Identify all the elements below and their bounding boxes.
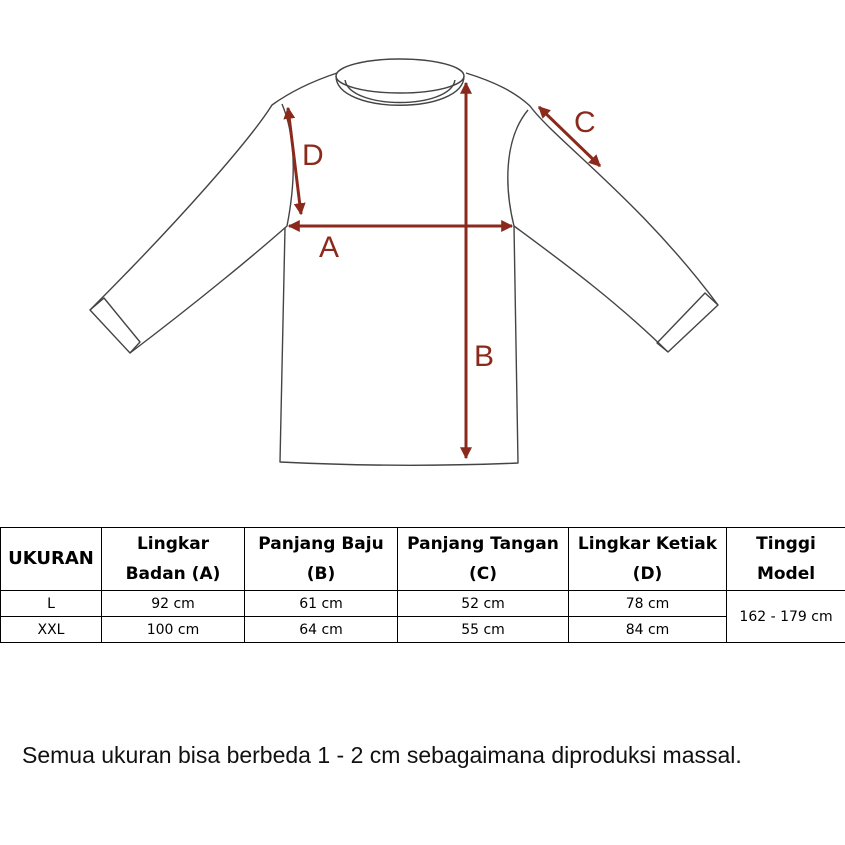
cell-lingkar-ketiak: 84 cm [569,617,727,643]
header-panjang-tangan: Panjang Tangan (C) [398,528,569,591]
label-b: B [474,340,495,373]
cell-size: L [1,591,102,617]
size-note: Semua ukuran bisa berbeda 1 - 2 cm sebagaimana diproduksi massal. [22,742,742,768]
label-c: C [574,106,596,139]
table-row [1,617,845,643]
header-tinggi-model: Tinggi Model [727,528,845,591]
header-lingkar-badan: Lingkar Badan (A) [102,528,245,591]
cell-lingkar-badan: 92 cm [102,591,245,617]
cell-panjang-baju: 64 cm [245,617,398,643]
header-lingkar-ketiak: Lingkar Ketiak (D) [569,528,727,591]
cell-panjang-tangan: 55 cm [398,617,569,643]
cell-lingkar-ketiak: 78 cm [569,591,727,617]
label-a: A [319,231,340,264]
header-panjang-baju: Panjang Baju (B) [245,528,398,591]
size-table [0,527,845,643]
shirt-outline [90,59,718,465]
cell-tinggi-model: 162 - 179 cm [727,591,845,643]
arrow-d [288,108,301,214]
cell-lingkar-badan: 100 cm [102,617,245,643]
table-row [1,591,845,617]
cell-size: XXL [1,617,102,643]
measure-arrows [288,83,600,458]
label-d: D [302,139,324,172]
cell-panjang-tangan: 52 cm [398,591,569,617]
header-ukuran: UKURAN [1,528,102,591]
table-header-row [1,528,845,591]
cell-panjang-baju: 61 cm [245,591,398,617]
